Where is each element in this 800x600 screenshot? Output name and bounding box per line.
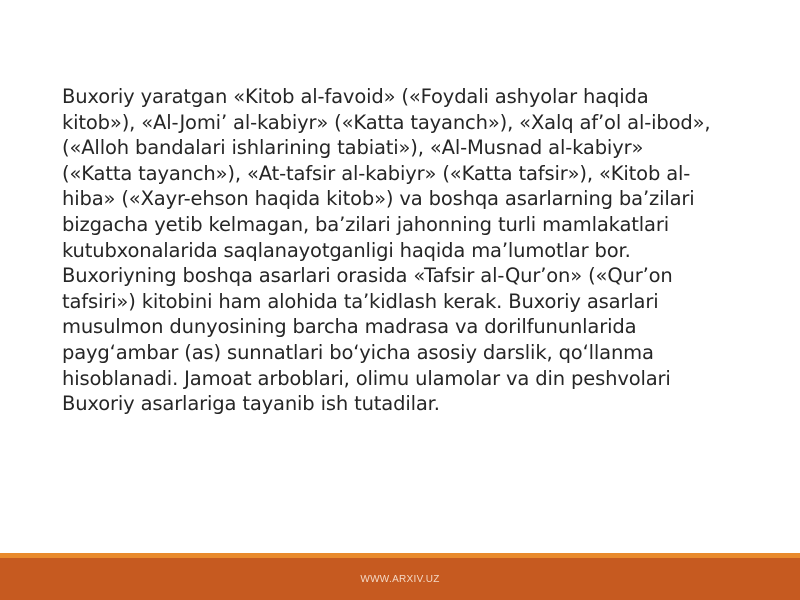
footer-accent-stripe	[0, 553, 800, 558]
slide-body-text: Buxoriy yaratgan «Kitob al-favoid» («Foydali ashyolar haqida kitob»), «Al-Jomi’ al-kabiyr» («Katta tayanch»), «Xalq af’ol al-ibod», («Alloh bandalari ishlarining tabiati»), «Al-Musnad al-kabiyr» («Katta tayanch»), «At-tafsir al-kabiyr» («Katta tafsir»), «Kitob al- hiba» («Xayr-ehson haqida kitob») va boshqa asarlarning ba’zilari bizgacha yetib kelmagan, ba’zilari jahonning turli mamlakatlari kutubxonalarida saqlanayotganligi haqida ma’lumotlar bor. Buxoriyning boshqa asarlari orasida «Tafsir al-Qur’on» («Qur’on tafsiri») kitobini ham alohida ta’kidlash kerak. Buxoriy asarlari musulmon dunyosining barcha madrasa va dorilfununlarida payg‘ambar (as) sunnatlari bo‘yicha asosiy darslik, qo‘llanma hisoblanadi. Jamoat arboblari, olimu ulamolar va din peshvolari Buxoriy asarlariga tayanib ish tutadilar.	[62, 85, 711, 416]
footer-site-label: WWW.ARXIV.UZ	[360, 574, 440, 585]
